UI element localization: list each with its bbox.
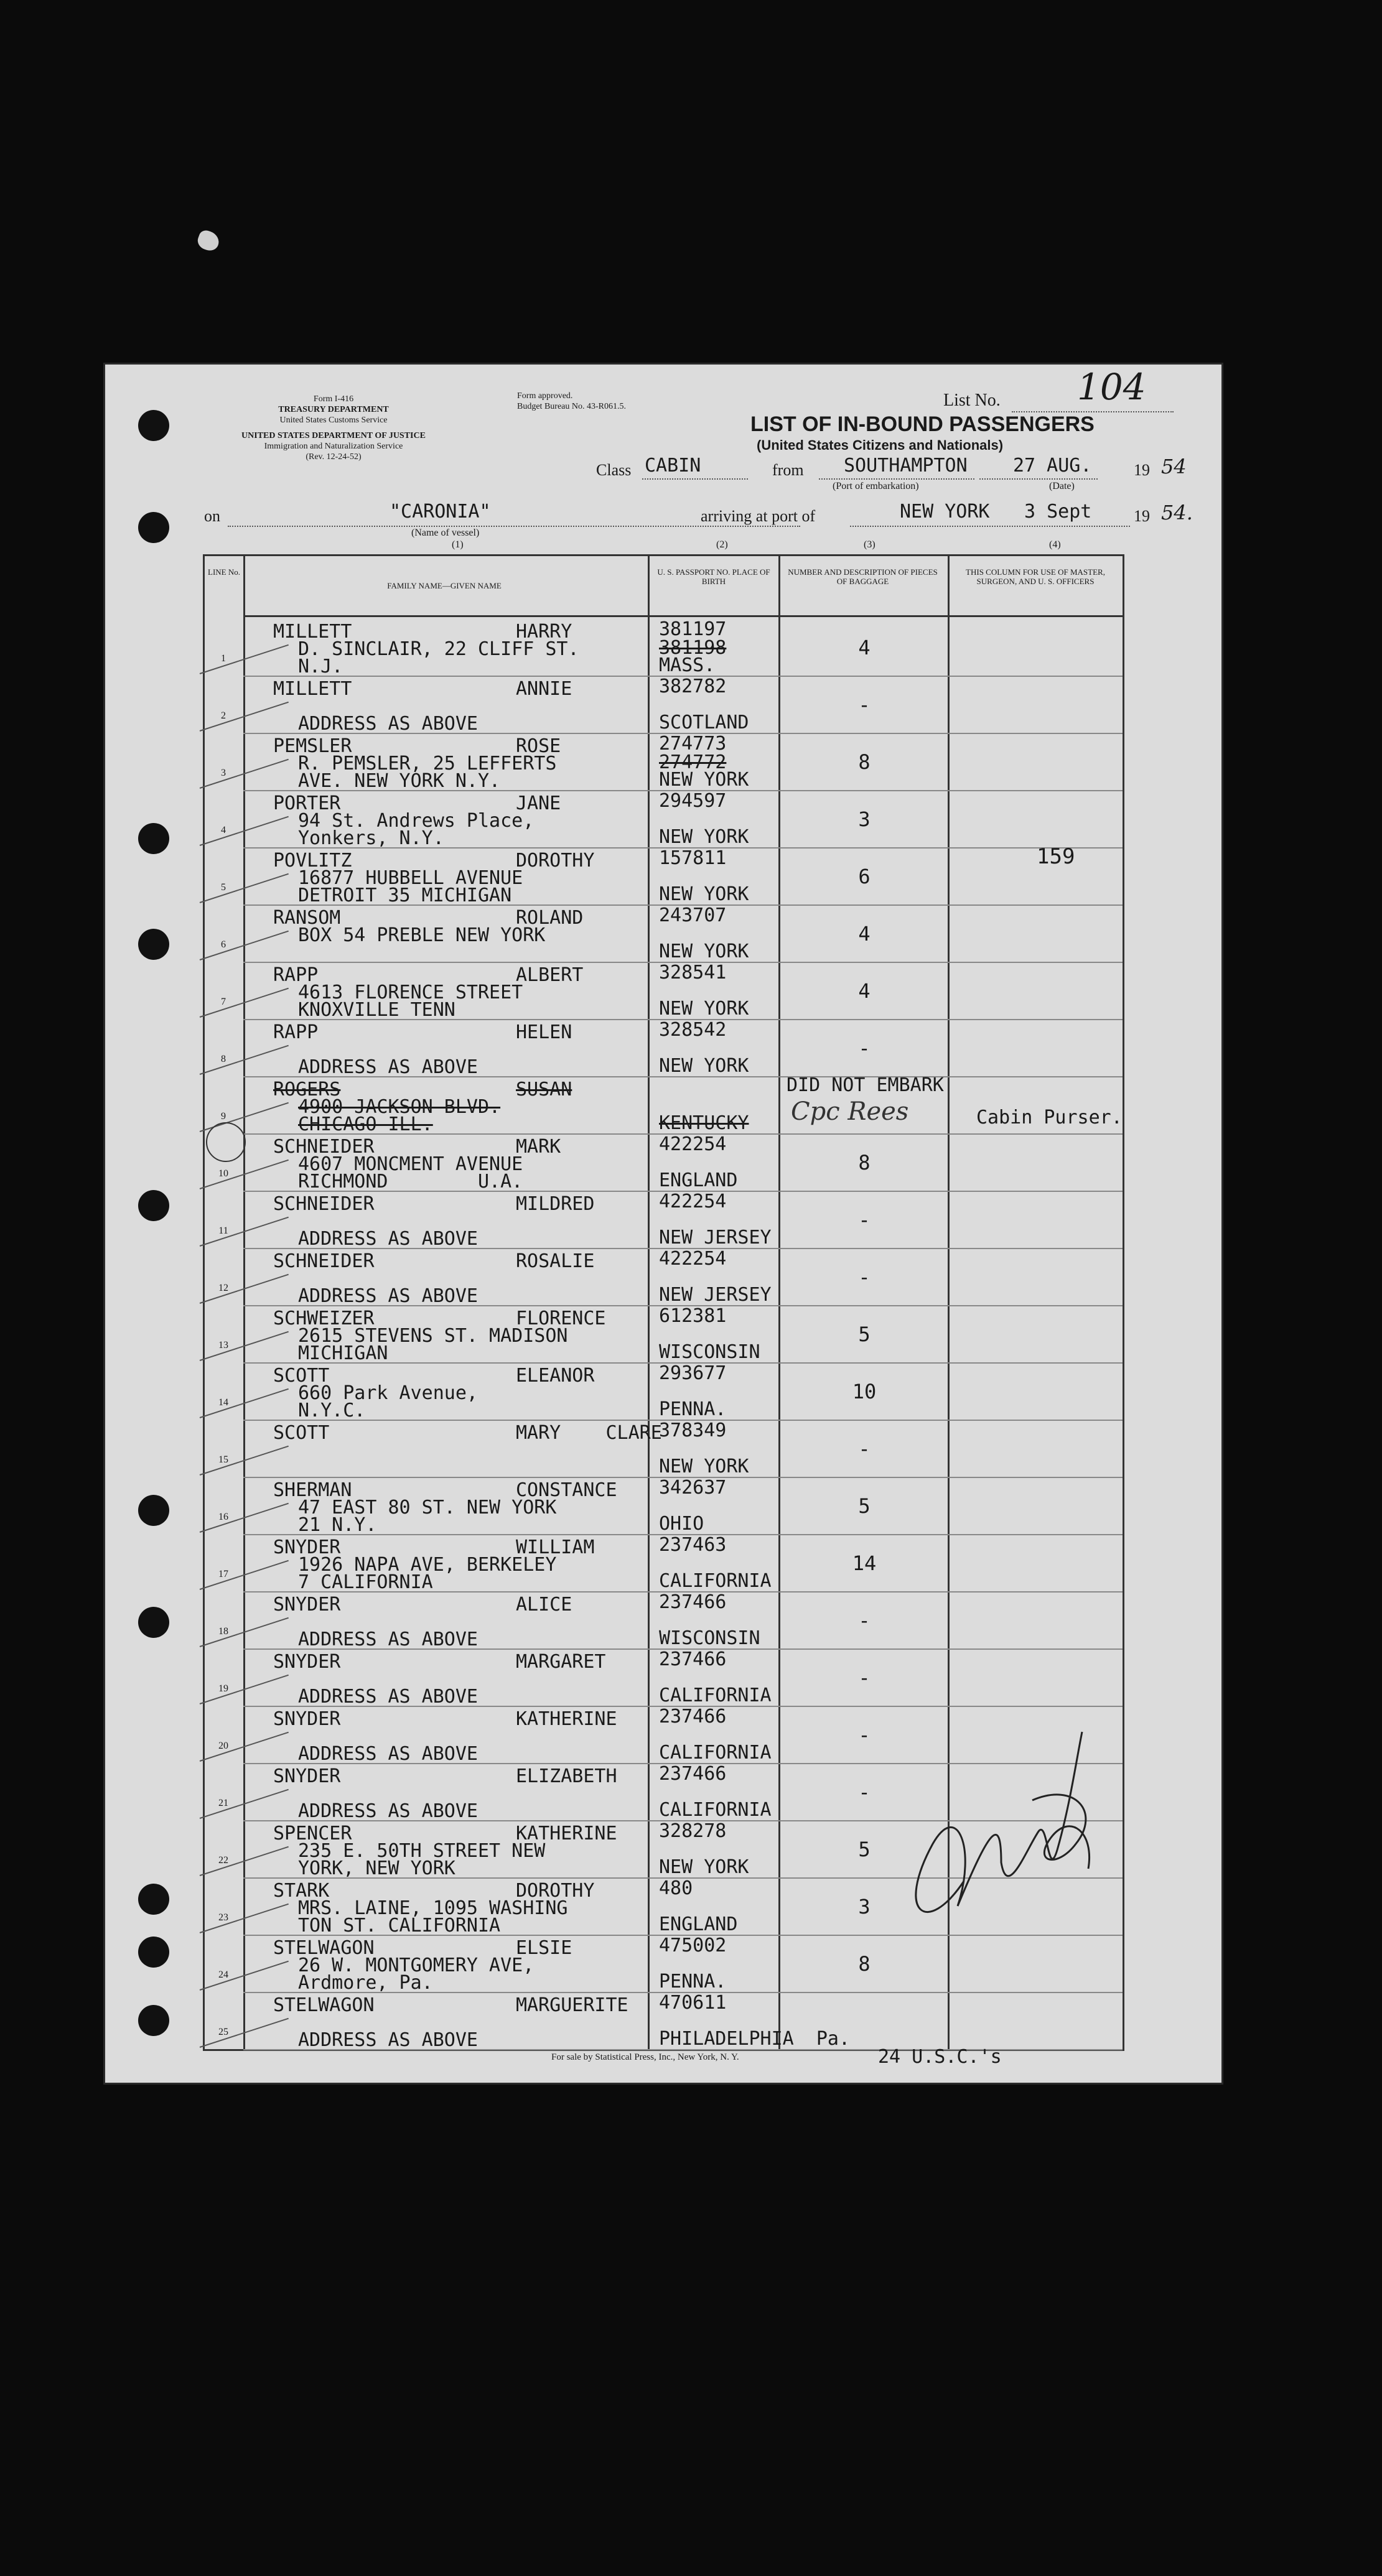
budget-bureau: Budget Bureau No. 43-R061.5. xyxy=(517,402,626,411)
passport-number: 243707 xyxy=(659,904,727,926)
line-number: 22 xyxy=(218,1855,228,1866)
family-name: SCOTT xyxy=(273,1422,330,1444)
family-name: RAPP xyxy=(273,1021,319,1043)
place-of-birth: NEW YORK xyxy=(659,769,749,791)
line-number: 7 xyxy=(221,997,226,1007)
table-row xyxy=(205,618,1123,676)
given-name: ROLAND xyxy=(516,907,584,929)
line-number: 3 xyxy=(221,768,226,778)
table-row xyxy=(205,1019,1123,1076)
address-line-2: N.J. xyxy=(298,656,343,677)
address-line-1: MRS. LAINE, 1095 WASHING xyxy=(298,1897,568,1919)
line-number: 10 xyxy=(218,1168,228,1179)
table-row xyxy=(205,1248,1123,1305)
place-of-birth: ENGLAND xyxy=(659,1913,738,1935)
table-row xyxy=(205,733,1123,790)
class-dotline xyxy=(642,478,748,480)
baggage-count: - xyxy=(858,1780,871,1804)
baggage-count: 3 xyxy=(858,807,871,831)
given-name: ELEANOR xyxy=(516,1365,595,1387)
dept-justice: UNITED STATES DEPARTMENT OF JUSTICE xyxy=(241,431,426,440)
port-embark-caption: (Port of embarkation) xyxy=(833,481,919,491)
table-row xyxy=(205,790,1123,847)
baggage-count: 5 xyxy=(858,1323,871,1346)
table-row xyxy=(205,1305,1123,1362)
given-name: MILDRED xyxy=(516,1193,595,1215)
address-line-2: ADDRESS AS ABOVE xyxy=(298,1743,478,1765)
header-rule xyxy=(243,615,1123,617)
family-name: STARK xyxy=(273,1880,330,1902)
dept-treasury: TREASURY DEPARTMENT xyxy=(278,405,389,414)
address-line-1: 235 E. 50TH STREET NEW xyxy=(298,1840,546,1862)
form-header-agencies xyxy=(209,394,458,462)
passport-number: 382782 xyxy=(659,676,727,697)
family-name: STELWAGON xyxy=(273,1937,375,1959)
line-number: 15 xyxy=(218,1454,228,1465)
given-name: MARK xyxy=(516,1136,561,1158)
baggage-count: - xyxy=(858,1609,871,1632)
line-number: 9 xyxy=(221,1111,226,1122)
arrival-date: 3 Sept xyxy=(1024,501,1092,523)
given-name: KATHERINE xyxy=(516,1823,617,1844)
address-line-1: 16877 HUBBELL AVENUE xyxy=(298,867,523,889)
line-number: 13 xyxy=(218,1340,228,1351)
place-of-birth: NEW YORK xyxy=(659,826,749,848)
family-name: POVLITZ xyxy=(273,850,352,872)
family-name: SCHNEIDER xyxy=(273,1250,375,1272)
passport-number: 157811 xyxy=(659,847,727,869)
line-number: 4 xyxy=(221,825,226,835)
given-name: HARRY xyxy=(516,621,572,643)
col-header-officers: THIS COLUMN FOR USE OF MASTER, SURGEON, AND U. S. OFFICERS xyxy=(966,567,1105,586)
printer-credit: For sale by Statistical Press, Inc., New York, N. Y. xyxy=(551,2052,739,2062)
place-of-birth: CALIFORNIA xyxy=(659,1742,772,1764)
address-line-1: 94 St. Andrews Place, xyxy=(298,810,535,832)
baggage-count: 8 xyxy=(858,750,871,774)
address-line-1: 47 EAST 80 ST. NEW YORK xyxy=(298,1497,557,1518)
arriving-label: arriving at port of xyxy=(701,507,816,525)
passport-number: 293677 xyxy=(659,1362,727,1384)
place-of-birth: OHIO xyxy=(659,1513,704,1535)
col-header-line: LINE No. xyxy=(208,567,240,577)
address-line-2: ADDRESS AS ABOVE xyxy=(298,1800,478,1822)
date-caption: (Date) xyxy=(1049,481,1075,491)
punch-hole xyxy=(138,929,169,960)
given-name: MARY CLARE xyxy=(516,1422,662,1444)
place-of-birth: NEW JERSEY xyxy=(659,1284,772,1306)
address-line-1: 1926 NAPA AVE, BERKELEY xyxy=(298,1554,557,1576)
address-line-2: AVE. NEW YORK N.Y. xyxy=(298,770,501,792)
address-line-2: ADDRESS AS ABOVE xyxy=(298,2029,478,2051)
punch-hole xyxy=(138,823,169,854)
place-of-birth: NEW JERSEY xyxy=(659,1227,772,1248)
family-name: STELWAGON xyxy=(273,1994,375,2016)
place-of-birth: NEW YORK xyxy=(659,883,749,905)
table-row xyxy=(205,676,1123,733)
place-of-birth: NEW YORK xyxy=(659,1055,749,1077)
given-name: ROSALIE xyxy=(516,1250,595,1272)
given-name: WILLIAM xyxy=(516,1537,595,1558)
baggage-count: - xyxy=(858,1036,871,1060)
given-name: KATHERINE xyxy=(516,1708,617,1730)
baggage-count: - xyxy=(858,1437,871,1461)
passport-number: 422254 xyxy=(659,1191,727,1212)
line-number: 19 xyxy=(218,1683,228,1694)
baggage-count: 3 xyxy=(858,1895,871,1918)
line-number: 24 xyxy=(218,1969,228,1980)
row-9-circle xyxy=(206,1122,246,1162)
address-line-1: BOX 54 PREBLE NEW YORK xyxy=(298,924,546,946)
address-line-2: RICHMOND U.A. xyxy=(298,1171,523,1193)
baggage-count: 4 xyxy=(858,979,871,1003)
table-row xyxy=(205,1191,1123,1248)
line-number: 1 xyxy=(221,653,226,664)
baggage-count: 5 xyxy=(858,1494,871,1518)
from-value: SOUTHAMPTON xyxy=(844,455,968,477)
line-number: 6 xyxy=(221,939,226,950)
given-name: CONSTANCE xyxy=(516,1479,617,1501)
line-number: 18 xyxy=(218,1626,228,1637)
did-not-embark: DID NOT EMBARK xyxy=(787,1074,944,1096)
line-number: 11 xyxy=(218,1225,228,1236)
passport-number: 422254 xyxy=(659,1248,727,1270)
place-of-birth: NEW YORK xyxy=(659,941,749,962)
family-name: MILLETT xyxy=(273,678,352,700)
class-label: Class xyxy=(596,461,632,479)
family-name: SPENCER xyxy=(273,1823,352,1844)
form-revision: (Rev. 12-24-52) xyxy=(306,452,362,462)
vessel-caption: (Name of vessel) xyxy=(411,528,480,538)
baggage-count: 6 xyxy=(858,865,871,888)
given-name: ANNIE xyxy=(516,678,572,700)
family-name: PEMSLER xyxy=(273,735,352,757)
baggage-count: 5 xyxy=(858,1838,871,1861)
passport-number: 475002 xyxy=(659,1935,727,1956)
form-title: LIST OF IN-BOUND PASSENGERS xyxy=(750,412,1095,436)
purser-initials: Cpc Rees xyxy=(791,1097,909,1126)
place-of-birth: SCOTLAND xyxy=(659,712,749,733)
line-number: 14 xyxy=(218,1397,228,1408)
given-name: DOROTHY xyxy=(516,1880,595,1902)
baggage-count: 8 xyxy=(858,1151,871,1174)
address-line-1: D. SINCLAIR, 22 CLIFF ST. xyxy=(298,638,579,660)
given-name: HELEN xyxy=(516,1021,572,1043)
given-name: ALICE xyxy=(516,1594,572,1616)
passport-number: 237466 xyxy=(659,1763,727,1785)
table-row xyxy=(205,1477,1123,1534)
passport-number: 328278 xyxy=(659,1820,727,1842)
baggage-count: - xyxy=(858,1265,871,1289)
address-line-2: Ardmore, Pa. xyxy=(298,1972,433,1994)
address-line-2: 7 CALIFORNIA xyxy=(298,1571,433,1593)
place-of-birth: MASS. xyxy=(659,654,716,676)
passport-number: 612381 xyxy=(659,1305,727,1327)
line-number: 5 xyxy=(221,882,226,893)
punch-hole xyxy=(138,410,169,441)
passport-number: 328542 xyxy=(659,1019,727,1041)
vessel-dotline xyxy=(228,526,800,527)
table-row xyxy=(205,1992,1123,2049)
arrival-year: 54. xyxy=(1161,501,1193,524)
vessel-name: "CARONIA" xyxy=(390,501,491,523)
family-name: SCHNEIDER xyxy=(273,1193,375,1215)
col-header-passport: U. S. PASSPORT NO. PLACE OF BIRTH xyxy=(657,567,770,586)
paper-speck xyxy=(195,228,222,253)
line-number: 25 xyxy=(218,2027,228,2037)
class-value: CABIN xyxy=(645,455,701,477)
passport-number: 378349 xyxy=(659,1420,727,1441)
passport-number: 237466 xyxy=(659,1591,727,1613)
line-number: 12 xyxy=(218,1283,228,1293)
list-no-label: List No. xyxy=(943,391,1001,410)
baggage-count: 14 xyxy=(852,1551,877,1575)
family-name: SNYDER xyxy=(273,1651,341,1673)
address-line-1: 4900 JACKSON BLVD. xyxy=(298,1096,501,1118)
baggage-count: - xyxy=(858,693,871,717)
address-line-1: 660 Park Avenue, xyxy=(298,1382,478,1404)
baggage-count: - xyxy=(858,1666,871,1690)
passport-number-alt: 274772 xyxy=(659,751,727,773)
place-of-birth: NEW YORK xyxy=(659,1456,749,1477)
form-number: Form I-416 xyxy=(313,394,354,404)
place-of-birth: ENGLAND xyxy=(659,1169,738,1191)
address-line-2: KNOXVILLE TENN xyxy=(298,999,455,1021)
place-of-birth: WISCONSIN xyxy=(659,1341,760,1363)
address-line-2: ADDRESS AS ABOVE xyxy=(298,1056,478,1078)
place-of-birth: KENTUCKY xyxy=(659,1112,749,1134)
place-of-birth: PENNA. xyxy=(659,1971,727,1992)
from-label: from xyxy=(772,461,804,479)
passport-number: 470611 xyxy=(659,1992,727,2014)
col-header-name: FAMILY NAME—GIVEN NAME xyxy=(387,581,502,590)
line-number: 23 xyxy=(218,1912,228,1923)
punch-hole xyxy=(138,1190,169,1221)
punch-hole xyxy=(138,2005,169,2036)
date-dotline xyxy=(979,478,1098,480)
line-number: 17 xyxy=(218,1569,228,1579)
family-name: SCHWEIZER xyxy=(273,1308,375,1329)
dept-treasury-sub: United States Customs Service xyxy=(279,416,388,425)
form-subtitle: (United States Citizens and Nationals) xyxy=(757,437,1004,453)
family-name: SNYDER xyxy=(273,1708,341,1730)
family-name: RAPP xyxy=(273,964,319,986)
line-number: 20 xyxy=(218,1741,228,1751)
given-name: SUSAN xyxy=(516,1079,572,1100)
passport-number: 342637 xyxy=(659,1477,727,1499)
passenger-manifest-sheet xyxy=(103,363,1223,2085)
address-line-1: 4613 FLORENCE STREET xyxy=(298,982,523,1003)
col-header-baggage: NUMBER AND DESCRIPTION OF PIECES OF BAGGAGE xyxy=(788,567,938,586)
baggage-count: 10 xyxy=(852,1380,877,1403)
passport-number: 237463 xyxy=(659,1534,727,1556)
address-line-1: 26 W. MONTGOMERY AVE, xyxy=(298,1955,535,1976)
place-of-birth: CALIFORNIA xyxy=(659,1685,772,1706)
place-of-birth: PENNA. xyxy=(659,1398,727,1420)
family-name: MILLETT xyxy=(273,621,352,643)
place-of-birth: WISCONSIN xyxy=(659,1627,760,1649)
address-line-2: CHICAGO ILL. xyxy=(298,1114,433,1135)
given-name: DOROTHY xyxy=(516,850,595,872)
family-name: SHERMAN xyxy=(273,1479,352,1501)
passport-number-alt: 381198 xyxy=(659,637,727,659)
departure-date: 27 AUG. xyxy=(1013,455,1092,477)
place-of-birth: PHILADELPHIA Pa. xyxy=(659,2028,851,2050)
family-name: SNYDER xyxy=(273,1594,341,1616)
address-line-1: 4607 MONCMENT AVENUE xyxy=(298,1153,523,1175)
table-row xyxy=(205,1133,1123,1191)
on-label: on xyxy=(204,507,220,525)
line-number: 16 xyxy=(218,1512,228,1522)
family-name: SCOTT xyxy=(273,1365,330,1387)
baggage-count: 4 xyxy=(858,922,871,946)
form-approval xyxy=(517,391,666,412)
given-name: ALBERT xyxy=(516,964,584,986)
punch-hole xyxy=(138,1884,169,1915)
arrival-port: NEW YORK xyxy=(900,501,990,523)
punch-hole xyxy=(138,1607,169,1638)
place-of-birth: CALIFORNIA xyxy=(659,1570,772,1592)
given-name: ELIZABETH xyxy=(516,1765,617,1787)
baggage-count: 4 xyxy=(858,636,871,659)
address-line-2: ADDRESS AS ABOVE xyxy=(298,1228,478,1250)
table-row xyxy=(205,1591,1123,1648)
address-line-2: 21 N.Y. xyxy=(298,1514,377,1536)
place-of-birth: NEW YORK xyxy=(659,1856,749,1878)
given-name: JANE xyxy=(516,793,561,814)
dept-justice-sub: Immigration and Naturalization Service xyxy=(264,442,403,451)
departure-year: 54 xyxy=(1161,455,1187,478)
arrival-year-prefix: 19 xyxy=(1134,507,1150,525)
arrival-dotline xyxy=(850,526,1130,527)
address-line-1: 2615 STEVENS ST. MADISON xyxy=(298,1325,568,1347)
address-line-2: DETROIT 35 MICHIGAN xyxy=(298,885,512,906)
passenger-table xyxy=(203,554,1124,2051)
baggage-count: - xyxy=(858,1723,871,1747)
table-row xyxy=(205,904,1123,962)
passport-number: 422254 xyxy=(659,1133,727,1155)
passport-number: 237466 xyxy=(659,1706,727,1727)
given-name: ROSE xyxy=(516,735,561,757)
address-line-2: ADDRESS AS ABOVE xyxy=(298,1686,478,1708)
line-number: 21 xyxy=(218,1798,228,1808)
address-line-2: ADDRESS AS ABOVE xyxy=(298,1629,478,1650)
line-number: 2 xyxy=(221,710,226,721)
family-name: PORTER xyxy=(273,793,341,814)
address-line-2: N.Y.C. xyxy=(298,1400,366,1421)
address-line-1: R. PEMSLER, 25 LEFFERTS xyxy=(298,753,557,774)
passport-number: 381197 xyxy=(659,618,727,640)
table-row xyxy=(205,1362,1123,1420)
col-caption-2: (2) xyxy=(716,539,728,550)
baggage-count: 8 xyxy=(858,1952,871,1976)
family-name: ROGERS xyxy=(273,1079,341,1100)
family-name: SNYDER xyxy=(273,1537,341,1558)
passport-number: 480 xyxy=(659,1877,693,1899)
address-line-2: YORK, NEW YORK xyxy=(298,1858,455,1879)
col-caption-4: (4) xyxy=(1049,539,1061,550)
punch-hole xyxy=(138,1495,169,1526)
passport-number: 237466 xyxy=(659,1648,727,1670)
passport-number: 328541 xyxy=(659,962,727,983)
year-prefix: 19 xyxy=(1134,461,1150,479)
given-name: ELSIE xyxy=(516,1937,572,1959)
list-number: 104 xyxy=(1077,366,1146,408)
baggage-count: - xyxy=(858,1208,871,1232)
line-number: 8 xyxy=(221,1054,226,1064)
address-line-2: ADDRESS AS ABOVE xyxy=(298,1285,478,1307)
address-line-2: TON ST. CALIFORNIA xyxy=(298,1915,501,1937)
family-name: RANSOM xyxy=(273,907,341,929)
table-row xyxy=(205,962,1123,1019)
punch-hole xyxy=(138,512,169,543)
address-line-2: ADDRESS AS ABOVE xyxy=(298,713,478,735)
approval-text: Form approved. xyxy=(517,391,573,401)
family-name: SNYDER xyxy=(273,1765,341,1787)
family-name: SCHNEIDER xyxy=(273,1136,375,1158)
table-row xyxy=(205,1534,1123,1591)
address-line-2: Yonkers, N.Y. xyxy=(298,827,444,849)
cabin-purser-note: Cabin Purser. xyxy=(976,1107,1123,1128)
given-name: FLORENCE xyxy=(516,1308,606,1329)
officer-signature xyxy=(889,1726,1113,1950)
table-row xyxy=(205,1648,1123,1706)
officer-count: 159 xyxy=(1037,844,1075,869)
given-name: MARGARET xyxy=(516,1651,606,1673)
usc-count: 24 U.S.C.'s xyxy=(878,2046,1002,2068)
place-of-birth: NEW YORK xyxy=(659,998,749,1020)
place-of-birth: CALIFORNIA xyxy=(659,1799,772,1821)
given-name: MARGUERITE xyxy=(516,1994,628,2016)
passport-number: 294597 xyxy=(659,790,727,812)
col-caption-3: (3) xyxy=(864,539,875,550)
col-caption-1: (1) xyxy=(452,539,464,550)
address-line-2: MICHIGAN xyxy=(298,1342,388,1364)
table-row xyxy=(205,847,1123,904)
passport-number: 274773 xyxy=(659,733,727,755)
punch-hole xyxy=(138,1937,169,1968)
table-row xyxy=(205,1420,1123,1477)
from-dotline xyxy=(819,478,974,480)
